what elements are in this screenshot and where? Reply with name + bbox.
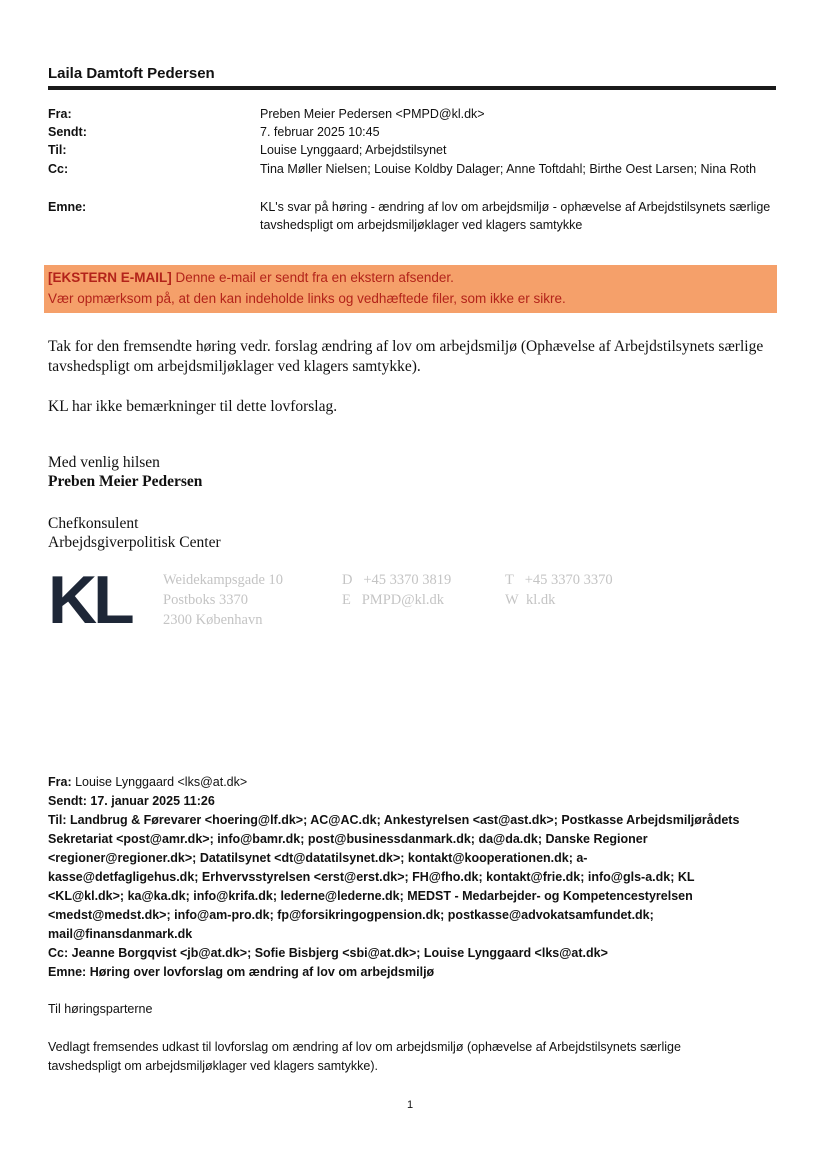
orig-from-value: Louise Lynggaard <lks@at.dk> (75, 775, 248, 789)
orig-sent-label: Sendt: (48, 794, 87, 808)
orig-subject (48, 963, 434, 982)
phone-value: +45 3370 3370 (524, 572, 613, 588)
to-value: Louise Lynggaard; Arbejdstilsynet (260, 143, 447, 157)
orig-to-line-3: <regioner@regioner.dk>; Datatilsynet <dt@datatilsynet.dk>; kontakt@kooperationen.dk; a- (48, 851, 588, 865)
address-line-3: 2300 København (163, 612, 263, 628)
cc-value: Tina Møller Nielsen; Louise Koldby Dalager; Anne Toftdahl; Birthe Oest Larsen; Nina Roth (260, 162, 757, 176)
orig-salutation: Til høringsparterne (48, 1002, 153, 1016)
orig-cc-label: Cc: (48, 946, 69, 960)
from-label: Fra: (48, 107, 72, 121)
orig-from (48, 773, 247, 792)
subject-value: KL's svar på høring - ændring af lov om arbejdsmiljø - ophævelse af Arbejdstilsynets særlige tavshedspligt om arbejdsmiljøklager ved klagers samtykke (260, 200, 771, 232)
to-label: Til: (48, 143, 67, 157)
orig-to-line-2: Sekretariat <post@amr.dk>; info@bamr.dk; post@businessdanmark.dk; da@da.dk; Danske Regioner (48, 832, 648, 846)
orig-to-line-1: Landbrug & Førevarer <hoering@lf.dk>; AC@AC.dk; Ankestyrelsen <ast@ast.dk>; Postkasse Arbejdsmiljørådets (70, 813, 740, 827)
sent-label: Sendt: (48, 125, 87, 139)
banner-line-1 (48, 270, 454, 285)
orig-sent-value: 17. januar 2025 11:26 (90, 794, 215, 808)
banner-line-2: Vær opmærksom på, at den kan indeholde links og vedhæftede filer, som ikke er sikre. (48, 291, 566, 306)
address-line-1: Weidekampsgade 10 (163, 572, 284, 588)
signer-department: Arbejdsgiverpolitisk Center (48, 534, 221, 551)
body-paragraph-1: Tak for den fremsendte høring vedr. forslag ændring af lov om arbejdsmiljø (Ophævelse af Arbejdstilsynets særlige tavshedspligt om arbejdsmiljøklager ved klagers samtykke). (48, 338, 764, 375)
header-divider (48, 86, 776, 90)
cc-label: Cc: (48, 162, 69, 176)
orig-subject-label: Emne: (48, 965, 87, 979)
direct-value: +45 3370 3819 (363, 572, 452, 588)
banner-text-1: Denne e-mail er sendt fra en ekstern afsender. (175, 270, 454, 285)
subject-label: Emne: (48, 200, 87, 214)
body-paragraph-2: KL har ikke bemærkninger til dette lovforslag. (48, 398, 338, 415)
web-label: W (505, 592, 519, 608)
phone-label: T (505, 572, 514, 588)
orig-cc-value: Jeanne Borgqvist <jb@at.dk>; Sofie Bisbjerg <sbi@at.dk>; Louise Lynggaard <lks@at.dk> (71, 946, 608, 960)
web-value[interactable]: kl.dk (525, 592, 556, 608)
website-contact (505, 590, 555, 610)
signer-name: Preben Meier Pedersen (48, 473, 203, 490)
email-value[interactable]: PMPD@kl.dk (361, 592, 444, 608)
orig-to-line-4: kasse@detfagligehus.dk; Erhvervsstyrelsen <erst@erst.dk>; FH@fho.dk; kontakt@frie.dk; info@gls-a.dk; KL (48, 870, 695, 884)
orig-to-line-5: <KL@kl.dk>; ka@ka.dk; info@krifa.dk; lederne@lederne.dk; MEDST - Medarbejder- og Kompetencestyrelsen (48, 889, 693, 903)
orig-body (48, 1038, 788, 1076)
mailbox-owner-name: Laila Damtoft Pedersen (48, 65, 215, 82)
orig-cc (48, 944, 608, 963)
direct-label: D (342, 572, 353, 588)
orig-from-label: Fra: (48, 775, 72, 789)
sent-value: 7. februar 2025 10:45 (260, 125, 380, 139)
orig-subject-value: Høring over lovforslag om ændring af lov om arbejdsmiljø (89, 965, 435, 979)
orig-sent (48, 792, 215, 811)
address-line-2: Postboks 3370 (163, 592, 249, 608)
orig-to-line (48, 811, 788, 830)
signer-title: Chefkonsulent (48, 515, 139, 532)
orig-body-line-2: tavshedspligt om arbejdsmiljøklager ved klagers samtykke). (48, 1059, 378, 1073)
orig-to-label: Til: (48, 813, 67, 827)
main-phone (505, 570, 613, 590)
from-value[interactable]: Preben Meier Pedersen <PMPD@kl.dk> (260, 107, 485, 121)
email-contact (342, 590, 444, 610)
page-number: 1 (407, 1099, 414, 1111)
greeting: Med venlig hilsen (48, 454, 160, 471)
banner-tag: [EKSTERN E-MAIL] (48, 270, 172, 285)
orig-body-line-1: Vedlagt fremsendes udkast til lovforslag om ændring af lov om arbejdsmiljø (ophævelse af Arbejdstilsynets særlige (48, 1040, 681, 1054)
email-label: E (342, 592, 351, 608)
orig-to-line-7: mail@finansdanmark.dk (48, 927, 193, 941)
kl-logo: KL (48, 562, 131, 638)
orig-to (48, 811, 788, 944)
direct-phone (342, 570, 451, 590)
orig-to-line-6: <medst@medst.dk>; info@am-pro.dk; fp@forsikringogpension.dk; postkasse@advokatsamfundet.dk; (48, 908, 654, 922)
